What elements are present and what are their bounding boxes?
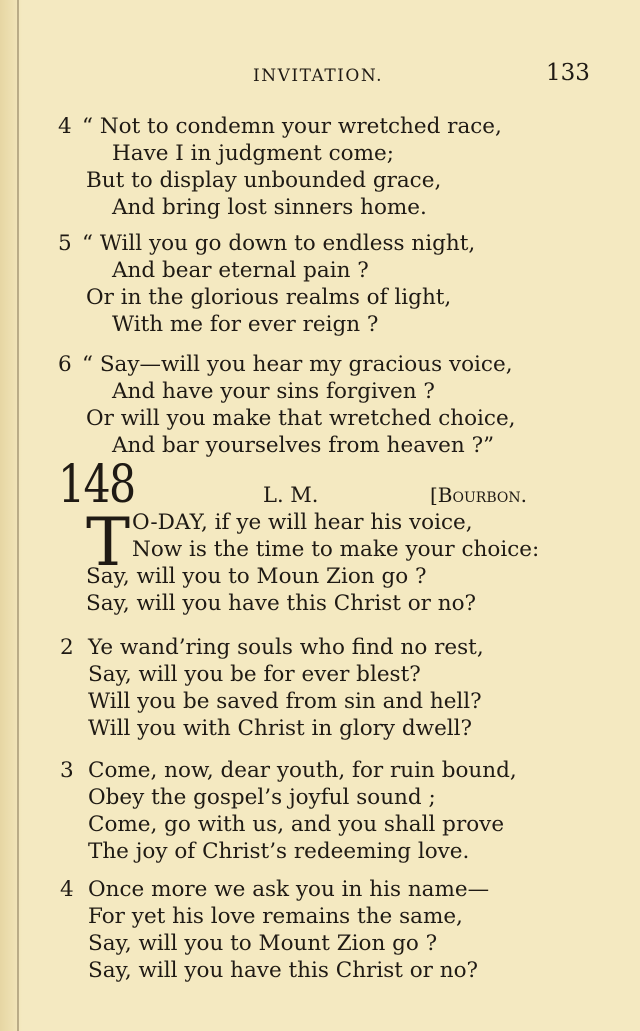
stanza-number: 4 <box>58 114 72 139</box>
page-number: 133 <box>546 60 590 86</box>
hymn-tune: [Bourbon. <box>430 483 527 507</box>
stanza-number: 4 <box>60 877 74 902</box>
stanza-number: 2 <box>60 635 74 660</box>
verse-line: And have your sins forgiven ? <box>112 379 435 404</box>
verse-line: Will you with Christ in glory dwell? <box>88 716 473 741</box>
verse-line: But to display unbounded grace, <box>86 168 442 193</box>
verse-line: Will you be saved from sin and hell? <box>88 689 482 714</box>
verse-line: O-DAY, if ye will hear his voice, <box>132 510 473 535</box>
verse-line: Say, will you have this Christ or no? <box>88 958 479 983</box>
verse-line: And bring lost sinners home. <box>112 195 427 220</box>
verse-line: With me for ever reign ? <box>112 312 379 337</box>
verse-line: Say, will you to Moun Zion go ? <box>86 564 427 589</box>
verse-line: Obey the gospel’s joyful sound ; <box>88 785 436 810</box>
page-binding-edge <box>0 0 22 1031</box>
stanza-number: 6 <box>58 352 72 377</box>
verse-line: Say, will you have this Christ or no? <box>86 591 477 616</box>
drop-cap: T <box>86 504 131 581</box>
verse-line: Once more we ask you in his name— <box>88 877 490 902</box>
hymn-number: 148 <box>58 455 135 515</box>
stanza-number: 5 <box>58 231 72 256</box>
running-head: INVITATION. <box>253 66 384 86</box>
verse-line: Or in the glorious realms of light, <box>86 285 452 310</box>
page-header <box>0 58 640 90</box>
verse-line: “ Will you go down to endless night, <box>82 231 476 256</box>
verse-line: Now is the time to make your choice: <box>132 537 540 562</box>
verse-line: For yet his love remains the same, <box>88 904 463 929</box>
verse-line: And bar yourselves from heaven ?” <box>112 433 495 458</box>
verse-line: Have I in judgment come; <box>112 141 394 166</box>
verse-line: Come, go with us, and you shall prove <box>88 812 505 837</box>
verse-line: Say, will you be for ever blest? <box>88 662 421 687</box>
verse-line: “ Not to condemn your wretched race, <box>82 114 502 139</box>
verse-line: Say, will you to Mount Zion go ? <box>88 931 438 956</box>
verse-line: Come, now, dear youth, for ruin bound, <box>88 758 517 783</box>
verse-line: The joy of Christ’s redeeming love. <box>88 839 470 864</box>
stanza-number: 3 <box>60 758 74 783</box>
verse-line: Ye wand’ring souls who find no rest, <box>88 635 484 660</box>
verse-line: Or will you make that wretched choice, <box>86 406 516 431</box>
verse-line: And bear eternal pain ? <box>112 258 369 283</box>
verse-line: “ Say—will you hear my gracious voice, <box>82 352 513 377</box>
hymn-meter: L. M. <box>263 483 319 507</box>
